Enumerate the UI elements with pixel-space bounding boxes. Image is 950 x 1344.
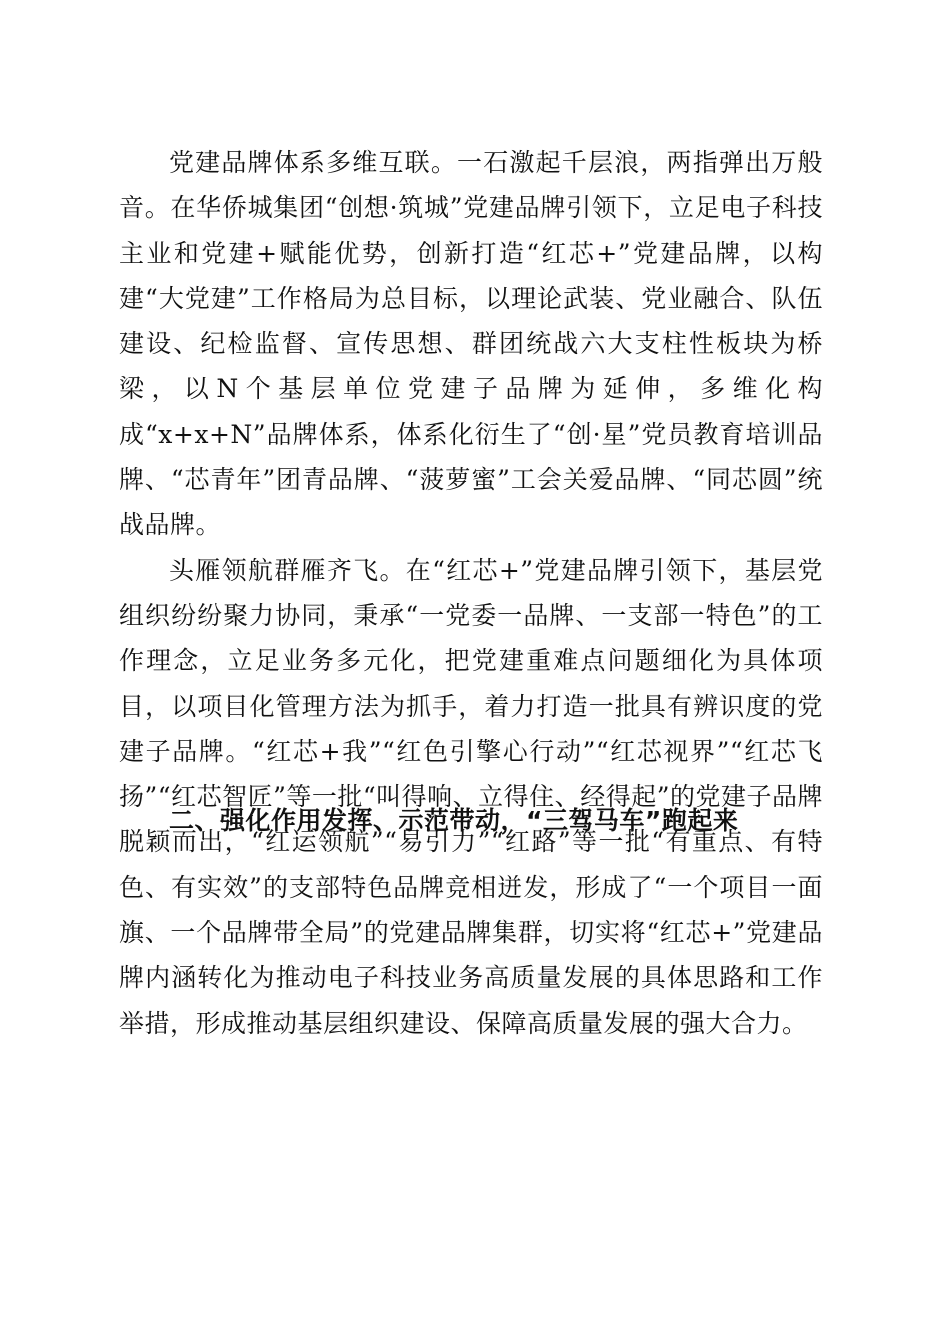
- document-body: [119, 140, 823, 1046]
- paragraph-brand-system: 党建品牌体系多维互联。一石激起千层浪，两指弹出万般音。在华侨城集团“创想·筑城”党建品牌引领下，立足电子科技主业和党建+赋能优势，创新打造“红芯+”党建品牌，以构建“大党建”工作格局为总目标，以理论武装、党业融合、队伍建设、纪检监督、宣传思想、群团统战六大支柱性板块为桥梁，以N个基层单位党建子品牌为延伸，多维化构成“x+x+N”品牌体系，体系化衍生了“创·星”党员教育培训品牌、“芯青年”团青品牌、“菠萝蜜”工会关爱品牌、“同芯圆”统战品牌。: [119, 148, 823, 540]
- section-heading: 二、强化作用发挥、示范带动，“三驾马车”跑起来: [169, 806, 739, 835]
- paragraph-leading-geese: 头雁领航群雁齐飞。在“红芯+”党建品牌引领下，基层党组织纷纷聚力协同，秉承“一党委一品牌、一支部一特色”的工作理念，立足业务多元化，把党建重难点问题细化为具体项目，以项目化管理方法为抓手，着力打造一批具有辨识度的党建子品牌。“红芯+我”“红色引擎心行动”“红芯视界”“红芯飞扬”“红芯智匠”等一批“叫得响、立得住、经得起”的党建子品牌脱颖而出，“红运领航”“易引力”“红路”等一批“有重点、有特色、有实效”的支部特色品牌竞相迸发，形成了“一个项目一面旗、一个品牌带全局”的党建品牌集群，切实将“红芯+”党建品牌内涵转化为推动电子科技业务高质量发展的具体思路和工作举措，形成推动基层组织建设、保障高质量发展的强大合力。: [119, 555, 823, 1038]
